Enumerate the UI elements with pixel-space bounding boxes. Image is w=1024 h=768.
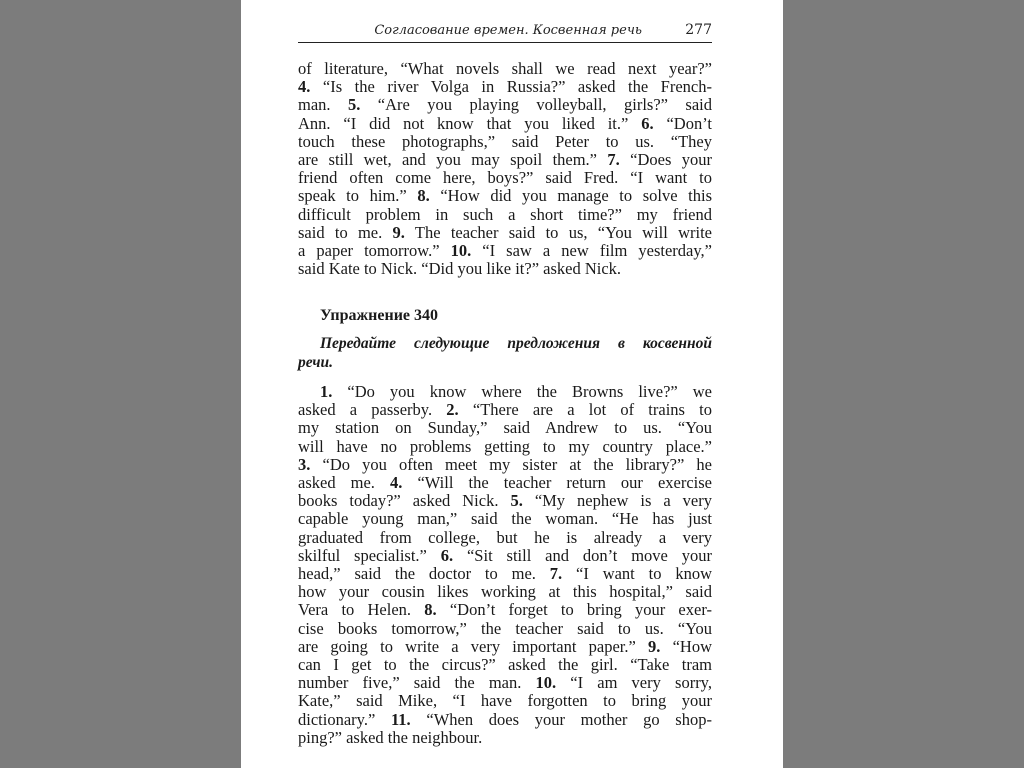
page-header bbox=[298, 22, 712, 43]
text-segment: dictionary.” bbox=[298, 709, 391, 729]
text-line bbox=[298, 583, 712, 601]
text-segment: man. bbox=[298, 95, 348, 115]
running-title: Согласование времен. Косвенная речь bbox=[374, 23, 642, 38]
text-segment: Kate,” said Mike, “I have forgotten to bring your bbox=[298, 691, 712, 711]
text-line bbox=[298, 438, 712, 456]
text-segment: “How did you manage to solve this bbox=[429, 186, 712, 206]
text-segment: difficult problem in such a short time?” my friend bbox=[298, 204, 712, 224]
sentence-number: 3. bbox=[298, 454, 311, 474]
text-segment: “Don’t forget to bring your exer- bbox=[436, 600, 712, 620]
sentence-number: 1. bbox=[320, 382, 333, 401]
text-line bbox=[298, 656, 712, 674]
sentence-number: 6. bbox=[641, 113, 654, 133]
text-segment: friend often come here, boys?” said Fred. “I want to bbox=[298, 168, 712, 188]
text-segment: head,” said the doctor to me. bbox=[298, 564, 550, 584]
text-line bbox=[298, 60, 712, 78]
text-line bbox=[298, 242, 712, 260]
text-segment: “Will the teacher return our exercise bbox=[402, 473, 712, 493]
text-line bbox=[298, 133, 712, 151]
text-line bbox=[298, 729, 712, 747]
text-segment: “I am very sorry, bbox=[556, 673, 712, 693]
text-line bbox=[298, 187, 712, 205]
text-segment: a paper tomorrow.” bbox=[298, 241, 451, 261]
text-segment: The teacher said to us, “You will write bbox=[404, 222, 712, 242]
text-segment: my station on Sunday,” said Andrew to us. “You bbox=[298, 418, 712, 438]
sentence-number: 2. bbox=[446, 400, 459, 420]
text-line bbox=[298, 151, 712, 169]
instruction-line: речи. bbox=[298, 354, 334, 371]
text-segment: can I get to the circus?” asked the girl. “Take tram bbox=[298, 655, 712, 675]
text-segment: are still wet, and you may spoil them.” bbox=[298, 150, 608, 170]
text-line bbox=[298, 565, 712, 583]
sentence-number: 4. bbox=[390, 473, 403, 493]
text-line bbox=[298, 692, 712, 710]
text-segment: skilful specialist.” bbox=[298, 545, 441, 565]
page-number: 277 bbox=[685, 22, 712, 38]
sentence-number: 9. bbox=[392, 222, 405, 242]
text-line bbox=[298, 169, 712, 187]
text-line bbox=[298, 224, 712, 242]
text-segment: touch these photographs,” said Peter to us. “They bbox=[298, 131, 712, 151]
text-segment: “When does your mother go shop- bbox=[410, 709, 712, 729]
text-line bbox=[298, 96, 712, 114]
text-line bbox=[298, 474, 712, 492]
text-segment: will have no problems getting to my country place.” bbox=[298, 436, 712, 456]
sentence-number: 8. bbox=[417, 186, 430, 206]
text-line bbox=[298, 674, 712, 692]
text-segment: cise books tomorrow,” the teacher said to us. “You bbox=[298, 618, 712, 638]
text-segment: books today?” asked Nick. bbox=[298, 491, 511, 511]
text-line bbox=[298, 78, 712, 96]
text-segment: “Sit still and don’t move your bbox=[453, 545, 712, 565]
text-segment: “How bbox=[660, 636, 712, 656]
text-line bbox=[298, 620, 712, 638]
text-segment: of literature, “What novels shall we read next year?” bbox=[298, 59, 712, 78]
text-segment: Ann. “I did not know that you liked it.” bbox=[298, 113, 642, 133]
text-line bbox=[298, 711, 712, 729]
sentence-number: 10. bbox=[450, 241, 472, 261]
text-segment: graduated from college, but he is already a very bbox=[298, 527, 712, 547]
text-line bbox=[298, 601, 712, 619]
text-line bbox=[298, 206, 712, 224]
text-segment: capable young man,” said the woman. “He has just bbox=[298, 509, 712, 529]
text-segment: “Do you often meet my sister at the library?” he bbox=[310, 454, 712, 474]
text-line bbox=[298, 419, 712, 437]
text-segment: number five,” said the man. bbox=[298, 673, 536, 693]
text-segment: speak to him.” bbox=[298, 186, 418, 206]
text-segment: how your cousin likes working at this hospital,” said bbox=[298, 582, 712, 602]
sentence-number: 5. bbox=[510, 491, 523, 511]
text-line bbox=[298, 115, 712, 133]
text-line bbox=[298, 260, 712, 278]
text-segment: Vera to Helen. bbox=[298, 600, 425, 620]
sentence-number: 8. bbox=[424, 600, 437, 620]
text-line bbox=[298, 456, 712, 474]
text-segment: ping?” asked the neighbour. bbox=[298, 727, 483, 747]
text-segment: asked me. bbox=[298, 473, 390, 493]
text-segment: “Don’t bbox=[653, 113, 712, 133]
exercise-instruction bbox=[298, 334, 712, 372]
sentence-number: 5. bbox=[347, 95, 361, 115]
text-segment: “I saw a new film yesterday,” bbox=[471, 241, 712, 261]
continued-paragraph bbox=[298, 60, 712, 278]
text-line bbox=[298, 510, 712, 528]
sentence-number: 4. bbox=[298, 77, 311, 97]
text-segment: asked a passerby. bbox=[298, 400, 447, 420]
text-segment: said to me. bbox=[298, 222, 393, 242]
instruction-line: Передайте следующие предложения в косвенной bbox=[320, 335, 712, 352]
text-segment: “There are a lot of trains to bbox=[458, 400, 712, 420]
text-line bbox=[298, 383, 712, 401]
sentence-number: 11. bbox=[390, 709, 411, 729]
text-line bbox=[298, 529, 712, 547]
text-segment: are going to write a very important paper.” bbox=[298, 636, 649, 656]
text-line bbox=[298, 547, 712, 565]
text-segment: “I want to know bbox=[562, 564, 712, 584]
text-segment: “Are you playing volleyball, girls?” said bbox=[360, 95, 712, 115]
text-line bbox=[298, 401, 712, 419]
book-page bbox=[241, 0, 783, 768]
sentence-number: 6. bbox=[440, 545, 454, 565]
sentence-number: 7. bbox=[549, 564, 563, 584]
text-segment: “Does your bbox=[619, 150, 713, 170]
sentence-number: 7. bbox=[607, 150, 620, 170]
text-segment: said Kate to Nick. “Did you like it?” asked Nick. bbox=[298, 259, 622, 279]
sentence-number: 9. bbox=[648, 636, 661, 656]
exercise-title: Упражнение 340 bbox=[320, 307, 439, 324]
text-line bbox=[298, 492, 712, 510]
exercise-sentences bbox=[298, 383, 712, 747]
text-segment: “My nephew is a very bbox=[522, 491, 712, 511]
text-segment: “Do you know where the Browns live?” we bbox=[332, 382, 712, 401]
sentence-number: 10. bbox=[535, 673, 557, 693]
text-line bbox=[298, 638, 712, 656]
text-segment: “Is the river Volga in Russia?” asked the French- bbox=[310, 77, 712, 97]
